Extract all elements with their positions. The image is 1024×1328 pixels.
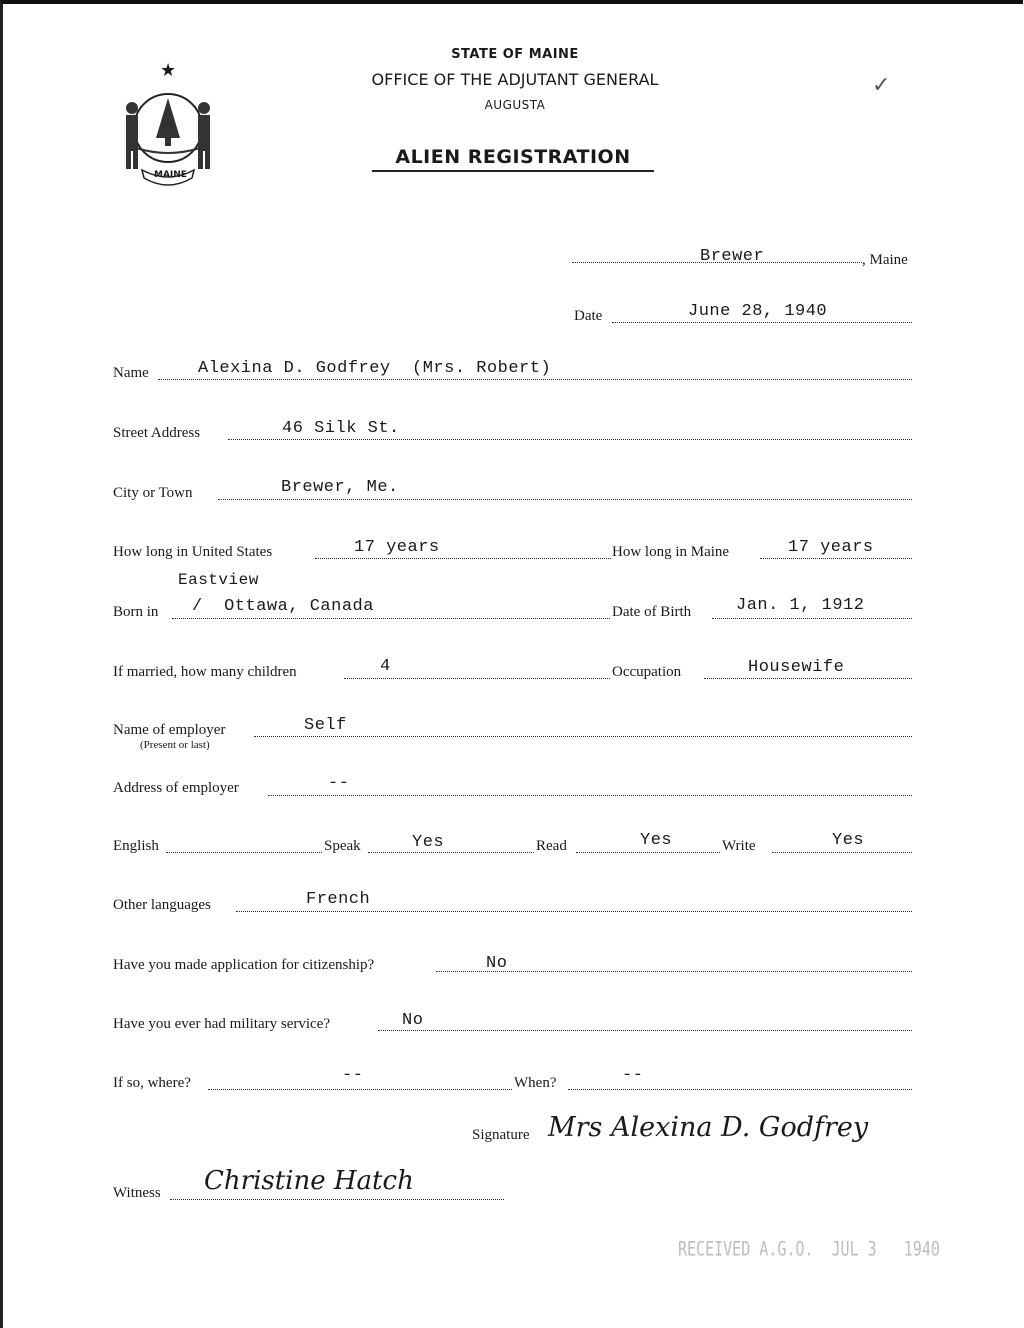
maine-seal	[112, 58, 224, 190]
english-label: English	[113, 838, 159, 854]
read-value: Yes	[640, 831, 673, 850]
date-label: Date	[574, 308, 603, 324]
other-languages-label: Other languages	[113, 897, 211, 913]
dotted-line	[712, 618, 912, 619]
occupation-value: Housewife	[748, 658, 845, 677]
seal-banner-text: MAINE	[154, 170, 187, 180]
where-label: If so, where?	[113, 1075, 191, 1091]
street-value: 46 Silk St.	[282, 419, 400, 438]
employer-address-label: Address of employer	[113, 780, 239, 796]
dotted-line	[344, 678, 610, 679]
state-heading: STATE OF MAINE	[451, 47, 579, 62]
dotted-line	[172, 618, 610, 619]
dob-label: Date of Birth	[612, 604, 692, 620]
form-title	[372, 146, 654, 172]
dotted-line	[208, 1089, 512, 1090]
name-label: Name	[113, 365, 149, 381]
signature-value: Mrs Alexina D. Godfrey	[548, 1112, 869, 1143]
dotted-line	[218, 499, 912, 500]
maine-years-label: How long in Maine	[612, 544, 730, 560]
place-value: Brewer	[700, 247, 765, 266]
born-value: / Ottawa, Canada	[192, 597, 374, 616]
dotted-line	[568, 1089, 912, 1090]
dotted-line	[158, 379, 912, 380]
when-label: When?	[514, 1075, 557, 1091]
street-label: Street Address	[113, 425, 201, 441]
dotted-line	[576, 852, 720, 853]
speak-value: Yes	[412, 833, 445, 852]
signature-label: Signature	[472, 1127, 530, 1143]
city-heading: AUGUSTA	[484, 98, 546, 112]
date-value: June 28, 1940	[688, 302, 828, 321]
office-heading: OFFICE OF THE ADJUTANT GENERAL	[371, 70, 659, 89]
dotted-line	[236, 911, 912, 912]
citizenship-label: Have you made application for citizenship?	[113, 957, 375, 973]
children-label: If married, how many children	[113, 664, 297, 680]
witness-label: Witness	[113, 1185, 161, 1201]
form-title-text: ALIEN REGISTRATION	[395, 146, 631, 168]
seal-star: ★	[160, 60, 177, 80]
employer-value: Self	[304, 716, 347, 735]
military-value: No	[402, 1011, 424, 1030]
military-label: Have you ever had military service?	[113, 1016, 330, 1032]
employer-address-value: --	[328, 774, 350, 793]
employer-label: Name of employer	[113, 722, 226, 738]
born-label: Born in	[113, 604, 159, 620]
dotted-line	[612, 322, 912, 323]
dotted-line	[772, 852, 912, 853]
write-value: Yes	[832, 831, 865, 850]
when-value: --	[622, 1066, 644, 1085]
received-stamp: RECEIVED A.G.O. JUL 3 1940	[678, 1237, 940, 1261]
dotted-line	[760, 558, 912, 559]
witness-value: Christine Hatch	[204, 1166, 414, 1196]
read-label: Read	[536, 838, 567, 854]
born-note: Eastview	[178, 571, 259, 589]
dotted-line	[228, 439, 912, 440]
where-value: --	[342, 1066, 364, 1085]
write-label: Write	[722, 838, 756, 854]
name-value: Alexina D. Godfrey (Mrs. Robert)	[198, 359, 552, 378]
dotted-line	[378, 1030, 912, 1031]
speak-label: Speak	[324, 838, 361, 854]
dotted-line	[170, 1199, 504, 1200]
city-value: Brewer, Me.	[281, 478, 399, 497]
place-suffix: , Maine	[862, 252, 908, 268]
citizenship-value: No	[486, 954, 508, 973]
dotted-line	[315, 558, 611, 559]
occupation-label: Occupation	[612, 664, 682, 680]
us-years-value: 17 years	[354, 538, 440, 557]
check-mark: ✓	[872, 72, 891, 97]
dotted-line	[704, 678, 912, 679]
other-languages-value: French	[306, 890, 371, 909]
dotted-line	[368, 852, 534, 853]
city-label: City or Town	[113, 485, 193, 501]
maine-years-value: 17 years	[788, 538, 874, 557]
dotted-line	[166, 852, 322, 853]
dob-value: Jan. 1, 1912	[736, 596, 865, 615]
children-value: 4	[380, 657, 391, 676]
dotted-line	[268, 795, 912, 796]
dotted-line	[254, 736, 912, 737]
us-years-label: How long in United States	[113, 544, 273, 560]
employer-sublabel: (Present or last)	[140, 739, 210, 751]
